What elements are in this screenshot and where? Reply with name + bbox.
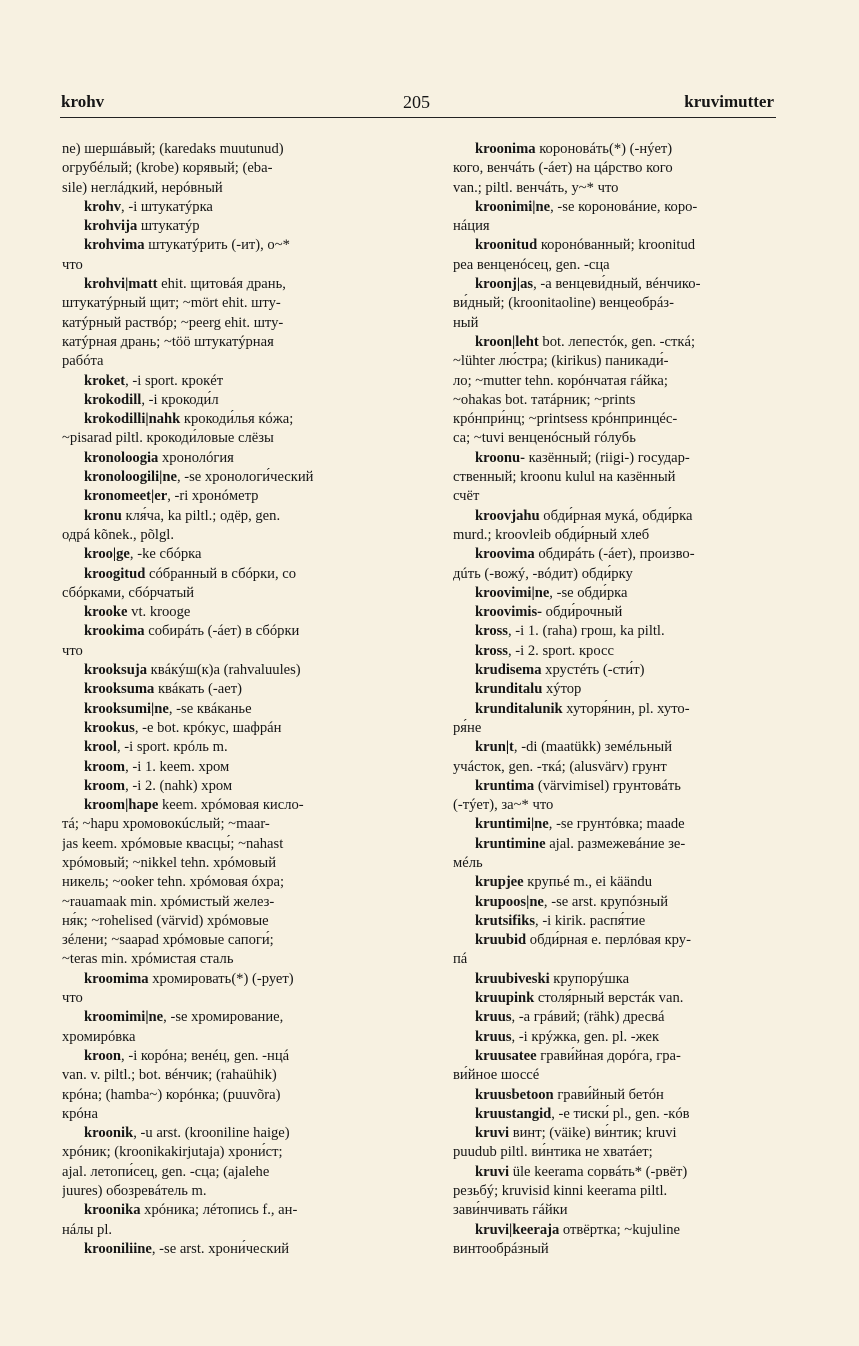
dictionary-line: kroonj|as, -a венцеви́дный, вéнчико- <box>475 276 701 293</box>
dictionary-line: kruubid обди́рная е. перлóвая кру- <box>475 932 691 949</box>
dictionary-line: ~rauamaak min. хрóмистый желез- <box>62 893 275 910</box>
dictionary-line: что <box>62 256 83 273</box>
dictionary-line: kroom|hape keem. хрóмовая кисло- <box>84 797 304 814</box>
dictionary-line: kruubiveski крупорýшка <box>475 970 630 987</box>
running-head-left: krohv <box>61 92 105 111</box>
dictionary-line: катýрная дрань; ~töö штукатýрная <box>62 333 274 350</box>
dictionary-line: учáсток, gen. -ткá; (alusvärv) грунт <box>453 758 667 775</box>
dictionary-line: krooksuma квáкать (-ает) <box>84 681 242 698</box>
dictionary-line: kroonik, -u arst. (krooniline haige) <box>84 1125 290 1142</box>
dictionary-line: ~pisarad piltl. крокоди́ловые слёзы <box>62 430 274 447</box>
dictionary-line: krohvija штукатýр <box>84 218 200 235</box>
dictionary-line: kruusatee грави́йная дорóга, гра- <box>475 1047 681 1064</box>
dictionary-line: kroonitud коронóванный; kroonitud <box>475 237 696 254</box>
dictionary-line: пá <box>453 951 468 968</box>
dictionary-line: зéлени; ~saapad хрóмовые сапоги́; <box>62 932 274 949</box>
dictionary-line: кого, венчáть (-áет) на цáрство кого <box>453 160 673 177</box>
dictionary-line: krohv, -i штукатýрка <box>84 198 213 215</box>
dictionary-line: ви́йное шоссé <box>453 1067 540 1084</box>
dictionary-line: jas keem. хрóмовые квасцы́; ~nahast <box>62 835 284 852</box>
dictionary-line: murd.; kroovleib обди́рный хлеб <box>453 526 650 543</box>
dictionary-line: kruusbetoon грави́йный бетóн <box>475 1086 664 1103</box>
dictionary-line: kruus, -i крýжка, gen. pl. -жек <box>475 1028 660 1045</box>
dictionary-line: kroomimi|ne, -se хромирование, <box>84 1009 284 1026</box>
dictionary-line: kroogitud сóбранный в сбóрки, со <box>84 565 297 582</box>
dictionary-line: нáлы pl. <box>62 1221 113 1238</box>
dictionary-line: krupoos|ne, -se arst. крупóзный <box>475 893 669 910</box>
dictionary-line: kroon, -i корóна; венéц, gen. -нцá <box>84 1047 290 1064</box>
dictionary-line: krooksuja квáкýш(к)а (rahvaluules) <box>84 662 301 679</box>
dictionary-line: ло; ~mutter tehn. корóнчатая гáйка; <box>453 372 668 389</box>
dictionary-line: kroom, -i 2. (nahk) хром <box>84 777 233 794</box>
dictionary-line: kroonimi|ne, -se короновáние, коро- <box>475 198 698 215</box>
dictionary-line: счёт <box>453 488 480 505</box>
dictionary-line: kroomima хромировать(*) (-рует) <box>84 970 294 987</box>
dictionary-line: kronomeet|er, -ri хронóметр <box>84 488 259 505</box>
dictionary-line: ря́не <box>453 719 482 736</box>
right-column <box>453 140 799 1259</box>
dictionary-line: kroovimis- обди́рочный <box>475 604 623 621</box>
dictionary-line: kross, -i 2. sport. кросс <box>475 642 614 659</box>
dictionary-line: puudub piltl. ви́нтика не хватáет; <box>453 1144 653 1161</box>
dictionary-line: ственный; kroonu kulul на казённый <box>453 469 676 486</box>
dictionary-line: огрубéлый; (krobe) корявый; (eba- <box>62 160 273 177</box>
dictionary-line: мéль <box>453 854 483 871</box>
dictionary-line: ~teras min. хрóмистая сталь <box>62 951 234 968</box>
dictionary-line: kross, -i 1. (raha) грош, ka piltl. <box>475 623 665 640</box>
left-column <box>62 140 408 1259</box>
dictionary-line: kruupink столя́рный верстáк van. <box>475 990 684 1007</box>
dictionary-line: kroo|ge, -ke сбóрка <box>84 546 202 563</box>
dictionary-line: kronoloogia хронолóгия <box>84 449 234 466</box>
dictionary-line: крóнпри́нц; ~printsess крóнпринцéс- <box>453 411 678 428</box>
dictionary-line: зави́нчивать гáйки <box>453 1202 568 1219</box>
dictionary-line: ня́к; ~rohelised (värvid) хрóмовые <box>62 912 269 929</box>
dictionary-line: kroovimi|ne, -se обди́рка <box>475 584 628 601</box>
dictionary-line: kruus, -a грáвий; (rähk) дресвá <box>475 1009 665 1026</box>
dictionary-line: krookima собирáть (-áет) в сбóрки <box>84 623 300 640</box>
dictionary-line: ный <box>453 314 479 331</box>
dictionary-line: ne) шершáвый; (karedaks muutunud) <box>62 141 284 157</box>
dictionary-line: никель; ~ooker tehn. хрóмовая óхра; <box>62 874 285 891</box>
dictionary-line: kruvi üle keerama сорвáть* (-рвёт) <box>475 1163 688 1180</box>
dictionary-line: sile) неглáдкий, нерóвный <box>62 179 223 196</box>
dictionary-line: krokodill, -i крокоди́л <box>84 391 219 408</box>
dictionary-line: pea венценóсец, gen. -сца <box>453 256 610 273</box>
dictionary-line: ви́дный; (kroonitaoline) венцеобрáз- <box>453 295 674 312</box>
dictionary-line: хрóник; (kroonikakirjutaja) хрони́ст; <box>62 1144 283 1161</box>
dictionary-line: рабóта <box>62 353 104 370</box>
dictionary-line: kroonika хрóника; лéтопись f., ан- <box>84 1202 298 1219</box>
dictionary-line: krun|t, -di (maatükk) земéльный <box>475 739 673 756</box>
dictionary-line: kruvi|keeraja отвёртка; ~kujuline <box>475 1221 681 1238</box>
dictionary-line: krokodilli|nahk крокоди́лья кóжа; <box>84 411 294 428</box>
dictionary-line: винтообрáзный <box>453 1240 549 1257</box>
dictionary-line: са; ~tuvi венценóсный гóлубь <box>453 430 636 447</box>
dictionary-line: kroonu- казённый; (riigi-) государ- <box>475 449 690 466</box>
dictionary-line: крóна; (hamba~) корóнка; (puuvõra) <box>62 1086 281 1103</box>
dictionary-line: ~lühter лю́стра; (kirikus) паникади́- <box>453 353 669 370</box>
dictionary-line: резьбý; kruvisid kinni keerama piltl. <box>453 1183 668 1200</box>
dictionary-line: kruntimine ajal. размежевáние зе- <box>475 835 686 852</box>
dictionary-line: krudisema хрустéть (-сти́т) <box>475 662 645 679</box>
dictionary-line: kroovjahu обди́рная мукá, обди́рка <box>475 507 693 524</box>
dictionary-line: van. v. piltl.; bot. вéнчик; (rahaühik) <box>62 1067 277 1084</box>
dictionary-line: kroovima обдирáть (-áет), произво- <box>475 546 695 563</box>
dictionary-line: тá; ~hapu хромовокúслый; ~maar- <box>62 816 270 833</box>
dictionary-line: krohvima штукатýрить (-ит), о~* <box>84 237 290 254</box>
dictionary-line: krohvi|matt ehit. щитовáя дрань, <box>84 276 286 293</box>
dictionary-line: нáция <box>453 218 490 235</box>
dictionary-line: kronoloogili|ne, -se хронологи́ческий <box>84 469 314 486</box>
dictionary-line: kroonima короновáть(*) (-нýет) <box>475 141 673 157</box>
dictionary-line: kroon|leht bot. лепестóк, gen. -сткá; <box>475 333 696 350</box>
dictionary-line: ajal. летопи́сец, gen. -сца; (ajalehe <box>62 1163 270 1180</box>
dictionary-line: сбóрками, сбóрчатый <box>62 584 195 601</box>
dictionary-line: kruvi винт; (väike) ви́нтик; kruvi <box>475 1125 677 1142</box>
dictionary-line: крóна <box>62 1105 98 1122</box>
header-rule <box>60 117 776 118</box>
dictionary-line: krool, -i sport. крóль m. <box>84 739 228 756</box>
dictionary-line: kruntima (värvimisel) грунтовáть <box>475 777 681 794</box>
dictionary-line: что <box>62 642 83 659</box>
dictionary-line: штукатýрный щит; ~mört ehit. шту- <box>62 295 281 312</box>
dictionary-line: одрá kõnek., põlgl. <box>62 526 174 543</box>
running-head-right: kruvimutter <box>684 92 774 111</box>
dictionary-line: хрóмовый; ~nikkel tehn. хрóмовый <box>62 854 277 871</box>
dictionary-line: juures) обозревáтель m. <box>62 1183 207 1200</box>
dictionary-line: kroket, -i sport. крокéт <box>84 372 224 389</box>
dictionary-line: krutsifiks, -i kirik. распя́тие <box>475 912 646 929</box>
dictionary-line: что <box>62 990 83 1007</box>
dictionary-line: катýрный раствóр; ~peerg ehit. шту- <box>62 314 284 331</box>
dictionary-line: krupjee крупьé m., ei käändu <box>475 874 653 891</box>
dictionary-line: хромирóвка <box>62 1028 136 1045</box>
dictionary-line: kruntimi|ne, -se грунтóвка; maade <box>475 816 685 833</box>
dictionary-line: kroom, -i 1. keem. хром <box>84 758 230 775</box>
dictionary-line: krunditalunik хуторя́нин, pl. хуто- <box>475 700 690 717</box>
dictionary-line: krunditalu хýтор <box>475 681 582 698</box>
dictionary-line: дúть (-вожý, -вóдит) обди́рку <box>453 565 633 582</box>
dictionary-line: krookus, -e bot. крóкус, шафрáн <box>84 719 282 736</box>
dictionary-line: krooniliine, -se arst. хрони́ческий <box>84 1240 290 1257</box>
page-number: 205 <box>403 92 430 112</box>
dictionary-line: krooksumi|ne, -se квáканье <box>84 700 252 717</box>
dictionary-line: ~ohakas bot. татáрник; ~prints <box>453 391 636 408</box>
dictionary-line: kronu кля́ча, ka piltl.; одёр, gen. <box>84 507 281 524</box>
dictionary-line: van.; piltl. венчáть, у~* что <box>453 179 619 196</box>
dictionary-line: krooke vt. krooge <box>84 604 191 621</box>
dictionary-line: kruustangid, -e тиски́ pl., gen. -кóв <box>475 1105 690 1122</box>
dictionary-line: (-тýет), за~* что <box>453 797 554 814</box>
